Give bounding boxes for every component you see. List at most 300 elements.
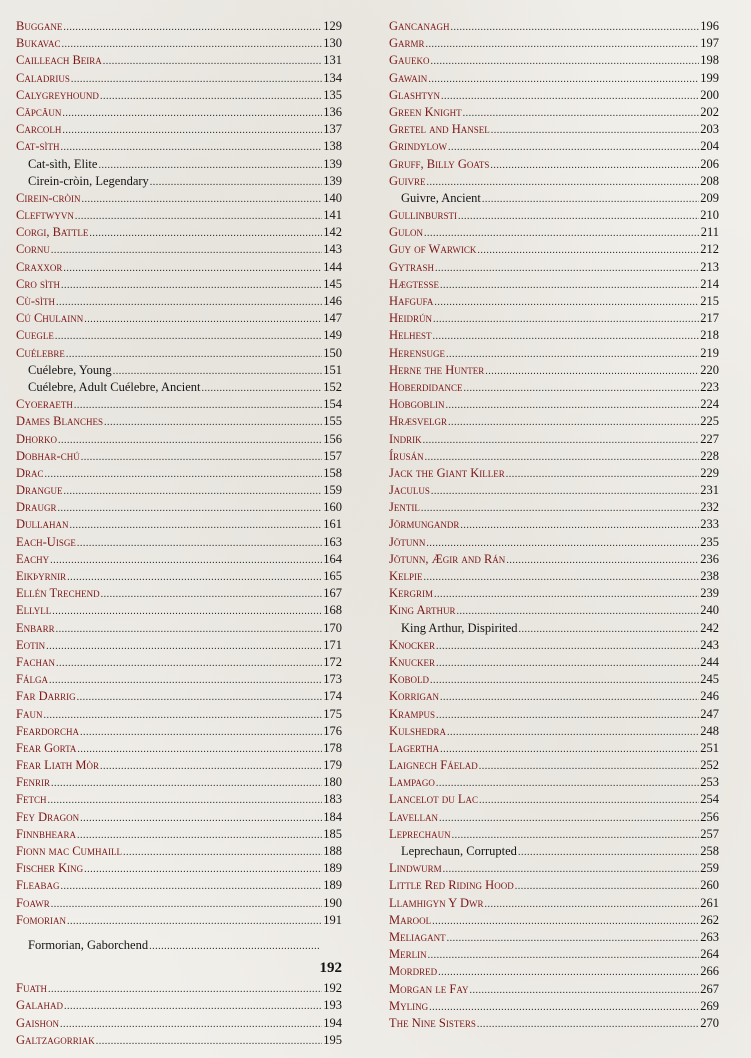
entry-page-number: 143 <box>323 242 342 257</box>
index-entry[interactable] <box>389 568 719 585</box>
entry-name: Calygreyhound <box>16 87 99 102</box>
index-entry[interactable] <box>389 688 719 705</box>
index-subentry[interactable] <box>389 620 719 637</box>
entry-page-number: 228 <box>700 448 719 463</box>
entry-page-number: 134 <box>323 70 342 85</box>
index-entry[interactable] <box>16 327 342 344</box>
index-entry[interactable] <box>389 431 719 448</box>
entry-page-number: 206 <box>700 156 719 171</box>
dot-leader <box>55 328 322 345</box>
index-entry[interactable] <box>389 345 719 362</box>
index-entry[interactable] <box>389 723 719 740</box>
entry-name: Buggane <box>16 19 63 33</box>
index-entry[interactable] <box>16 1015 342 1032</box>
dot-leader <box>77 689 323 706</box>
dot-leader <box>100 758 322 775</box>
entry-page-number: 240 <box>700 603 719 618</box>
dot-leader <box>82 191 323 208</box>
index-entry[interactable] <box>16 912 342 929</box>
entry-page-number: 225 <box>700 414 719 429</box>
entry-name: Ellyll <box>16 603 52 618</box>
dot-leader <box>431 483 699 500</box>
entry-page-number: 130 <box>323 36 342 51</box>
entry-name: Jentil <box>389 500 420 515</box>
index-entry[interactable] <box>16 860 342 877</box>
dot-leader <box>75 208 322 225</box>
index-entry[interactable] <box>16 35 342 52</box>
entry-name: Eikþyrnir <box>16 569 67 583</box>
dot-leader <box>63 260 322 277</box>
index-entry[interactable] <box>389 981 719 998</box>
entry-page-number: 239 <box>700 586 719 601</box>
index-entry[interactable] <box>16 551 342 568</box>
index-entry[interactable] <box>389 654 719 671</box>
index-entry[interactable] <box>16 740 342 757</box>
index-entry[interactable] <box>389 207 719 224</box>
entry-page-number: 163 <box>323 534 342 549</box>
entry-name: Gawain <box>389 70 428 85</box>
index-entry[interactable] <box>16 602 342 619</box>
entry-page-number: 147 <box>323 311 342 326</box>
entry-name: Marool <box>389 912 432 927</box>
index-entry[interactable] <box>389 946 719 963</box>
dot-leader <box>434 294 699 311</box>
index-entry[interactable] <box>389 327 719 344</box>
entry-page-number: 244 <box>700 654 719 669</box>
entry-page-number: 160 <box>323 500 342 515</box>
dot-leader <box>424 225 700 242</box>
entry-name: Merlin <box>389 947 427 962</box>
dot-leader <box>447 930 700 947</box>
index-entry[interactable] <box>16 70 342 87</box>
entry-name: Eotin <box>16 637 46 652</box>
dot-leader <box>464 380 700 397</box>
index-entry[interactable] <box>16 843 342 860</box>
dot-leader <box>477 1016 699 1033</box>
entry-name: Llamhigyn Y Dwr <box>389 895 484 910</box>
index-entry[interactable] <box>16 585 342 602</box>
entry-page-number: 146 <box>323 294 342 308</box>
index-entry[interactable] <box>389 912 719 929</box>
index-entry[interactable] <box>389 602 719 619</box>
dot-leader <box>51 896 323 913</box>
index-entry[interactable] <box>16 809 342 826</box>
index-entry[interactable] <box>389 276 719 293</box>
entry-page-number: 156 <box>323 431 342 446</box>
index-entry[interactable] <box>16 671 342 688</box>
index-entry[interactable] <box>16 52 342 69</box>
entry-name: Fuath <box>16 981 47 996</box>
index-entry[interactable] <box>389 241 719 258</box>
index-entry[interactable] <box>16 413 342 430</box>
entry-name: Guivre <box>389 173 426 188</box>
index-entry[interactable] <box>389 877 719 894</box>
index-entry[interactable] <box>389 963 719 980</box>
entry-name: Craxxor <box>16 259 63 274</box>
index-entry[interactable] <box>16 121 342 138</box>
entry-name: Green Knight <box>389 104 462 119</box>
dot-leader <box>446 397 700 414</box>
index-entry[interactable] <box>389 448 719 465</box>
index-entry[interactable] <box>389 156 719 173</box>
entry-name: Cirein-cròin, Legendary <box>28 173 149 188</box>
index-subentry[interactable] <box>16 937 342 954</box>
dot-leader <box>421 500 699 517</box>
index-entry[interactable] <box>16 877 342 894</box>
index-entry[interactable] <box>389 774 719 791</box>
entry-name: Cyoeraeth <box>16 397 73 412</box>
dot-leader <box>433 311 699 328</box>
index-entry[interactable] <box>389 18 719 35</box>
entry-page-number: 203 <box>700 122 719 137</box>
dot-leader <box>89 225 322 242</box>
entry-name: Each-Uisge <box>16 534 76 549</box>
entry-page-number: 232 <box>700 500 719 515</box>
entry-page-number: 233 <box>700 517 719 532</box>
dot-leader <box>98 157 322 174</box>
entry-name: Grindylow <box>389 139 448 154</box>
entry-name: Korrigan <box>389 689 440 704</box>
entry-page-number: 197 <box>700 36 719 51</box>
dot-leader <box>51 775 322 792</box>
index-entry[interactable] <box>389 396 719 413</box>
entry-name: Knocker <box>389 637 436 652</box>
index-entry[interactable] <box>16 688 342 705</box>
index-entry[interactable] <box>16 1032 342 1049</box>
entry-page-number: 200 <box>700 87 719 102</box>
entry-name: Indrik <box>389 431 422 446</box>
index-entry[interactable] <box>16 276 342 293</box>
entry-page-number: 269 <box>700 998 719 1013</box>
index-subentry[interactable] <box>16 156 342 173</box>
index-entry[interactable] <box>389 551 719 568</box>
dot-leader <box>460 517 699 534</box>
index-entry[interactable] <box>389 138 719 155</box>
index-entry[interactable] <box>16 207 342 224</box>
index-entry[interactable] <box>389 860 719 877</box>
index-entry[interactable] <box>389 671 719 688</box>
entry-page-number: 152 <box>323 379 342 394</box>
entry-name: Hægtesse <box>389 276 440 291</box>
index-entry[interactable] <box>389 35 719 52</box>
index-entry[interactable] <box>16 723 342 740</box>
entry-name: Krampus <box>389 706 436 721</box>
index-entry[interactable] <box>389 121 719 138</box>
dot-leader <box>440 277 699 294</box>
dot-leader <box>451 19 700 36</box>
index-entry[interactable] <box>389 534 719 551</box>
dot-leader <box>58 500 323 517</box>
entry-page-number: 212 <box>700 242 719 257</box>
index-entry[interactable] <box>16 997 342 1014</box>
entry-name: Ellén Trechend <box>16 586 100 601</box>
entry-name: Kergrim <box>389 586 434 601</box>
dot-leader <box>446 346 699 363</box>
entry-name: Fenrir <box>16 775 50 790</box>
entry-name: Írusán <box>389 448 424 463</box>
entry-name: Cat-sìth, Elite <box>28 156 98 171</box>
entry-page-number: 155 <box>323 414 342 429</box>
entry-page-number: 215 <box>700 294 719 308</box>
dot-leader <box>123 844 322 861</box>
entry-name: Cù-sìth <box>16 294 55 308</box>
dot-leader <box>62 105 322 122</box>
entry-name: Gullinbursti <box>389 208 458 223</box>
index-entry[interactable] <box>16 826 342 843</box>
entry-name: Fischer King <box>16 861 84 876</box>
entry-name: King Arthur, Dispirited <box>401 620 518 635</box>
index-subentry[interactable] <box>16 379 342 396</box>
entry-name: Cailleach Beira <box>16 53 102 68</box>
dot-leader <box>149 938 319 955</box>
entry-page-number: 150 <box>323 345 342 360</box>
index-subentry[interactable] <box>389 190 719 207</box>
entry-name: Cuélebre, Adult Cuélebre, Ancient <box>28 379 201 394</box>
index-entry[interactable] <box>389 224 719 241</box>
dot-leader <box>427 174 700 191</box>
index-entry[interactable] <box>389 929 719 946</box>
index-entry[interactable] <box>16 980 342 997</box>
entry-name: Gretel and Hansel <box>389 122 490 137</box>
entry-name: Fleabag <box>16 878 60 893</box>
index-entry[interactable] <box>389 293 719 310</box>
entry-name: Eachy <box>16 551 50 566</box>
index-entry[interactable] <box>16 190 342 207</box>
entry-page-number: 251 <box>700 740 719 755</box>
entry-name: Drangue <box>16 483 63 498</box>
entry-name: Cuegle <box>16 328 54 343</box>
entry-page-number: 149 <box>323 328 342 343</box>
entry-name: Feardorcha <box>16 723 79 738</box>
entry-name: Carcolh <box>16 122 62 137</box>
index-entry[interactable] <box>389 1015 719 1032</box>
entry-name: Helhest <box>389 328 432 343</box>
dot-leader <box>77 827 322 844</box>
index-entry[interactable] <box>389 87 719 104</box>
entry-name: Caladrius <box>16 70 70 85</box>
dot-leader <box>67 569 322 586</box>
index-entry[interactable] <box>16 293 342 310</box>
index-entry[interactable] <box>389 998 719 1015</box>
index-entry[interactable] <box>389 52 719 69</box>
entry-page-number: 256 <box>700 809 719 824</box>
index-subentry[interactable] <box>16 362 342 379</box>
entry-name: Lindwurm <box>389 861 442 876</box>
dot-leader <box>434 586 699 603</box>
entry-page-number: 259 <box>700 861 719 876</box>
wrapped-page-number: 192 <box>319 960 342 977</box>
dot-leader <box>48 981 322 998</box>
index-subentry[interactable] <box>16 173 342 190</box>
index-entry[interactable] <box>16 706 342 723</box>
index-entry[interactable] <box>16 138 342 155</box>
dot-leader <box>447 724 699 741</box>
entry-page-number: 165 <box>323 569 342 583</box>
entry-page-number: 211 <box>700 225 719 240</box>
entry-name: Jötunn, Ægir and Rán <box>389 551 506 566</box>
index-entry[interactable] <box>389 516 719 533</box>
dot-leader <box>432 913 699 930</box>
index-entry[interactable] <box>389 740 719 757</box>
entry-page-number: 270 <box>700 1015 719 1030</box>
dot-leader <box>50 552 322 569</box>
entry-name: Cuélebre, Young <box>28 362 112 377</box>
entry-page-number: 267 <box>700 981 719 996</box>
dot-leader <box>103 53 322 70</box>
dot-leader <box>47 792 322 809</box>
index-column-left <box>16 18 342 1049</box>
index-entry[interactable] <box>389 482 719 499</box>
index-entry[interactable] <box>16 791 342 808</box>
dot-leader <box>45 466 323 483</box>
entry-page-number: 219 <box>700 345 719 360</box>
dot-leader <box>438 964 699 981</box>
dot-leader <box>440 741 699 758</box>
entry-name: Meliagant <box>389 929 446 944</box>
index-entry[interactable] <box>16 516 342 533</box>
entry-page-number: 224 <box>700 397 719 412</box>
dot-leader <box>482 191 699 208</box>
entry-name: Myling <box>389 998 429 1013</box>
index-entry[interactable] <box>16 534 342 551</box>
index-entry[interactable] <box>16 757 342 774</box>
index-entry[interactable] <box>389 637 719 654</box>
index-entry[interactable] <box>389 895 719 912</box>
entry-name: Galahad <box>16 998 64 1013</box>
index-entry[interactable] <box>389 362 719 379</box>
dot-leader <box>424 569 700 586</box>
dot-leader <box>81 449 323 466</box>
entry-page-number: 188 <box>323 844 342 858</box>
entry-page-number: 246 <box>700 689 719 704</box>
index-entry[interactable] <box>16 104 342 121</box>
index-entry[interactable] <box>16 482 342 499</box>
index-entry[interactable] <box>389 104 719 121</box>
entry-page-number: 159 <box>323 483 342 498</box>
dot-leader <box>506 466 699 483</box>
index-entry[interactable] <box>16 241 342 258</box>
index-entry[interactable] <box>389 809 719 826</box>
entry-page-number: 263 <box>700 929 719 944</box>
index-entry[interactable] <box>16 396 342 413</box>
entry-name: Far Darrig <box>16 689 76 704</box>
entry-page-number: 193 <box>323 998 342 1013</box>
entry-name: Little Red Riding Hood <box>389 878 514 893</box>
index-entry[interactable] <box>389 826 719 843</box>
entry-page-number: 140 <box>323 190 342 205</box>
dot-leader <box>43 707 322 724</box>
entry-page-number: 235 <box>700 534 719 549</box>
index-entry[interactable] <box>389 465 719 482</box>
index-entry[interactable] <box>389 310 719 327</box>
index-entry[interactable] <box>16 465 342 482</box>
entry-page-number: 137 <box>323 122 342 137</box>
index-entry[interactable] <box>16 499 342 516</box>
entry-name: Leprechaun, Corrupted <box>401 844 517 858</box>
index-entry[interactable] <box>16 345 342 362</box>
dot-leader <box>439 810 699 827</box>
entry-name: Bukavac <box>16 36 61 51</box>
dot-leader <box>56 655 322 672</box>
entry-name: Corgi, Battle <box>16 225 89 240</box>
entry-name: Leprechaun <box>389 826 451 841</box>
index-entry[interactable] <box>16 774 342 791</box>
index-entry[interactable] <box>389 70 719 87</box>
entry-name: Gytrash <box>389 259 435 274</box>
entry-name: Kobold <box>389 672 430 687</box>
dot-leader <box>113 363 323 380</box>
dot-leader <box>77 741 322 758</box>
entry-name: Knucker <box>389 654 436 669</box>
index-entry[interactable] <box>16 895 342 912</box>
dot-leader <box>62 36 323 53</box>
dot-leader <box>456 603 699 620</box>
index-entry[interactable] <box>16 224 342 241</box>
entry-name: Faun <box>16 706 43 721</box>
entry-page-number: 253 <box>700 775 719 790</box>
index-entry[interactable] <box>389 259 719 276</box>
index-entry[interactable] <box>16 620 342 637</box>
index-entry[interactable] <box>16 431 342 448</box>
entry-name: Hoberdidance <box>389 379 463 394</box>
index-subentry[interactable] <box>389 843 719 860</box>
index-entry[interactable] <box>389 757 719 774</box>
entry-page-number: 257 <box>700 826 719 841</box>
index-entry[interactable] <box>16 637 342 654</box>
index-entry[interactable] <box>389 379 719 396</box>
index-entry[interactable] <box>16 87 342 104</box>
dot-leader <box>100 88 322 105</box>
index-entry[interactable] <box>16 259 342 276</box>
index-entry[interactable] <box>389 706 719 723</box>
entry-name: Cuélebre <box>16 345 65 360</box>
dot-leader <box>431 53 700 70</box>
entry-page-number: 154 <box>323 397 342 412</box>
index-entry[interactable] <box>16 568 342 585</box>
index-entry[interactable] <box>389 173 719 190</box>
entry-name: Hobgoblin <box>389 397 445 412</box>
index-entry[interactable] <box>389 791 719 808</box>
dot-leader <box>101 586 323 603</box>
entry-name: Guivre, Ancient <box>401 190 481 205</box>
entry-page-number: 142 <box>323 225 342 240</box>
index-entry[interactable] <box>16 310 342 327</box>
index-entry[interactable] <box>389 499 719 516</box>
entry-name: Gruff, Billy Goats <box>389 156 490 171</box>
entry-name: Garmr <box>389 36 425 51</box>
index-entry[interactable] <box>16 18 342 35</box>
dot-leader <box>463 105 700 122</box>
dot-leader <box>470 982 700 999</box>
entry-name: Jötunn <box>389 534 426 549</box>
entry-page-number: 217 <box>700 311 719 326</box>
entry-page-number: 183 <box>323 792 342 807</box>
dot-leader <box>84 311 322 328</box>
entry-page-number: 198 <box>700 53 719 68</box>
entry-name: Heidrún <box>389 311 433 326</box>
index-entry[interactable] <box>389 585 719 602</box>
entry-name: Lavellan <box>389 809 438 824</box>
entry-page-number: 191 <box>323 912 342 927</box>
index-entry[interactable] <box>16 654 342 671</box>
entry-name: Cú Chulainn <box>16 311 84 326</box>
entry-name: Căpcăun <box>16 104 62 119</box>
entry-name: Fomorian <box>16 912 66 927</box>
index-entry[interactable] <box>16 448 342 465</box>
entry-page-number: 178 <box>323 740 342 755</box>
entry-name: Gancanagh <box>389 19 450 33</box>
index-entry[interactable] <box>389 413 719 430</box>
